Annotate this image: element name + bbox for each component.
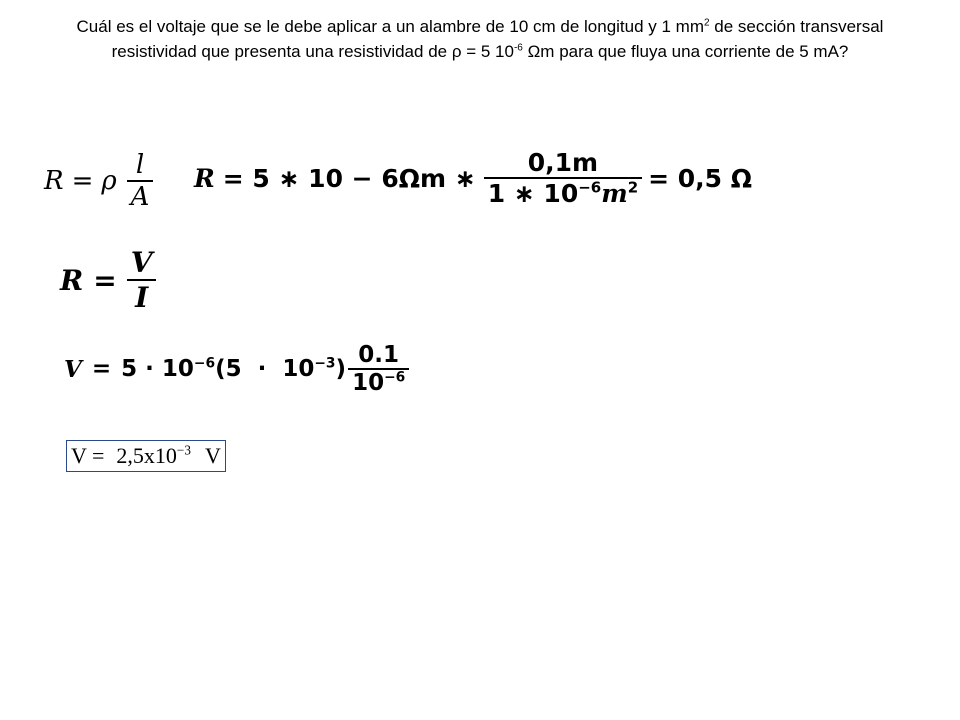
eq4-fraction — [348, 342, 409, 396]
eq4-equals: = — [91, 356, 112, 382]
eq4-term2: $(5 \cdot 10^{-3})$ — [215, 355, 347, 382]
eq5-value: $2,5x10^{-3}$ — [116, 442, 191, 468]
eq3-numerator: V — [130, 246, 153, 279]
eq5-lhs: V = — [71, 443, 105, 468]
eq1-rho: ρ — [101, 166, 117, 196]
eq3-lhs: R — [60, 263, 84, 297]
eq2-fraction — [484, 148, 642, 208]
eq5-unit: V — [204, 443, 221, 468]
eq4-term1: $5 \cdot 10^{-6}$ — [121, 355, 216, 382]
voltage-substitution — [64, 342, 409, 396]
eq2-denominator: 1 ∗ $10^{-6}m^2$ — [487, 178, 639, 208]
question-text: Cuál es el voltaje que se le debe aplicar a un alambre de 10 cm de longitud y 1 $mm^2$ de sección transversal resistividad que presenta una resistividad de ρ = 5 $10^{-6}$ Ωm para que fluya una corriente de 5 mA? — [76, 17, 884, 61]
eq4-denominator: $10^{-6}$ — [352, 369, 406, 396]
eq4-numerator: 0.1 — [358, 342, 400, 368]
eq2-rhs-text: = 5 ∗ 10 − 6Ωm ∗ — [222, 163, 476, 193]
eq2-numerator: 0,1m — [527, 148, 599, 177]
resistance-calculation — [194, 148, 752, 208]
eq1-numerator: l — [135, 150, 145, 180]
eq2-result: = 0,5 Ω — [648, 163, 753, 193]
eq4-lhs: V — [64, 355, 82, 383]
result-box — [66, 440, 226, 472]
eq1-fraction — [127, 150, 154, 212]
ohms-law-formula — [60, 246, 156, 314]
eq1-equals: = — [71, 166, 94, 196]
eq2-lhs: R — [194, 163, 215, 193]
eq3-fraction — [127, 246, 157, 314]
eq1-lhs: R — [44, 166, 64, 196]
eq3-equals: = — [93, 263, 117, 297]
eq1-denominator: A — [130, 182, 150, 212]
resistivity-formula — [44, 150, 153, 212]
eq3-denominator: I — [135, 281, 149, 314]
